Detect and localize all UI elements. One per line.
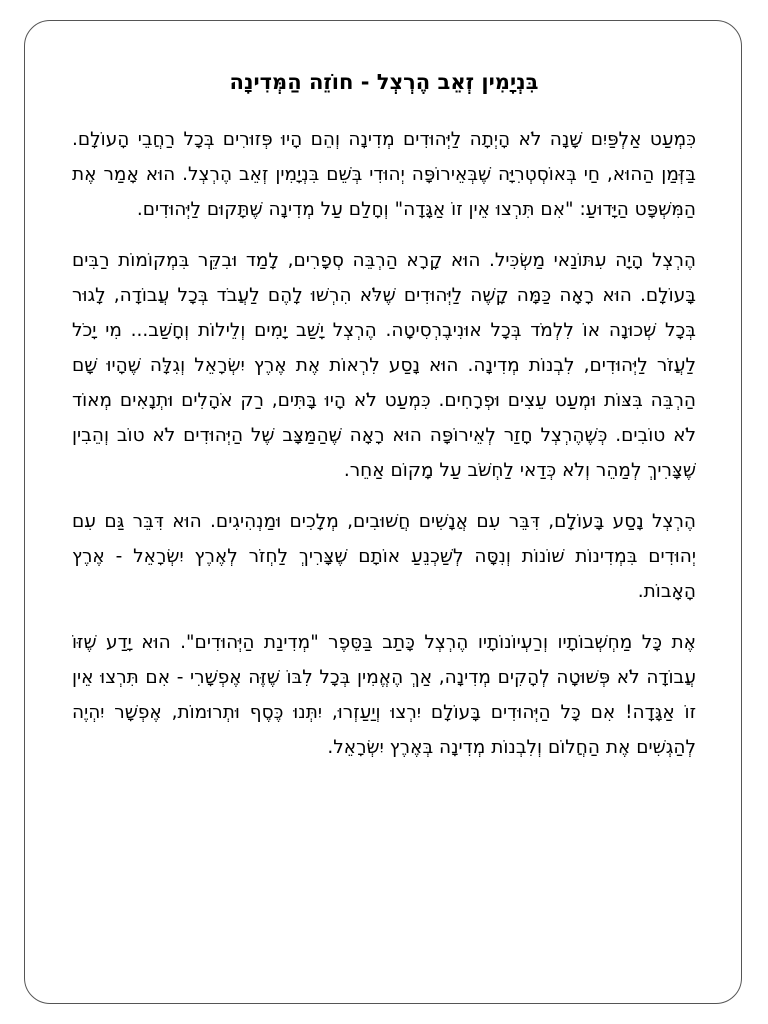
paragraph-4: אֶת כָּל מַחְשְׁבוֹתָיו וְרַעְיוֹנוֹתָיו הֶרְצְל כָּתַב בַּסֵּפֶר "מְדִינַת הַיְּהוּדִים". הוּא יָדַע שֶׁזּוֹ עֲבוֹדָה לֹא פְּשׁוּטָה לְהָקִים מְדִינָה, אַךְ הֶאֱמִין בְּכָל לִבּוֹ שֶׁזֶּה אֶפְשָׁרִי - אִם תִּרְצוּ אֵין זוֹ אַגָּדָה! אִם כָּל הַיְּהוּדִים בָּעוֹלָם יִרְצוּ וְיַעַזְרוּ, יִתְּנוּ כֶּסֶף וּתְרוּמוֹת, אֶפְשָׁר יִהְיֶה לְהַגְשִׁים אֶת הַחֲלוֹם וְלִבְנוֹת מְדִינָה בְּאֶרֶץ יִשְׂרָאֵל. [72,632,696,758]
document-title: בִּנְיָמִין זְאֵב הֶרְצְל - חוֹזֵה הַמְּדִינָה [229,70,539,94]
paragraph-3: הֶרְצְל נָסַע בָּעוֹלָם, דִּבֵּר עִם אֲנָשִׁים חֲשׁוּבִים, מְלָכִים וּמַנְהִיגִים. הוּא דִּבֵּר גַּם עִם יְהוּדִים בִּמְדִינוֹת שׁוֹנוֹת וְנִסָּה לְשַׁכְנֵעַ אוֹתָם שֶׁצָּרִיךְ לַחְזֹר לְאֶרֶץ יִשְׂרָאֵל - אֶרֶץ הָאָבוֹת. [72,511,696,602]
document-body [72,66,696,781]
paragraph-2: הֶרְצְל הָיָה עִתּוֹנַאי מַשְׂכִּיל. הוּא קָרָא הַרְבֵּה סְפָרִים, לָמַד וּבִקֵּר בִּמְקוֹמוֹת רַבִּים בָּעוֹלָם. הוּא רָאָה כַּמָּה קָשֶׁה לַיְּהוּדִים שֶׁלֹּא הִרְשׁוּ לָהֶם לַעֲבֹד בְּכָל עֲבוֹדָה, לָגוּר בְּכָל שְׁכוּנָה אוֹ לִלְמֹד בְּכָל אוּנִיבֶרְסִיטָה. הֶרְצְל יָשַׁב יָמִים וְלֵילוֹת וְחָשַׁב... מִי יָכֹל לַעֲזֹר לַיְּהוּדִים, לִבְנוֹת מְדִינָה. הוּא נָסַע לִרְאוֹת אֶת אֶרֶץ יִשְׂרָאֵל וְגִלָּה שֶׁהָיוּ שָׁם הַרְבֵּה בִּצּוֹת וּמְעַט עֵצִים וּפְרָחִים. כִּמְעַט לֹא הָיוּ בָּתִּים, רַק אֹהָלִים וּתְנָאִים מְאוֹד לֹא טוֹבִים. כְּשֶׁהֶרְצְל חָזַר לְאֵירוֹפָּה הוּא רָאָה שֶׁהַמַּצָּב שֶׁל הַיְּהוּדִים לֹא טוֹב וְהֵבִין שֶׁצָּרִיךְ לְמַהֵר וְלֹא כְּדַאי לַחְשֹׁב עַל מָקוֹם אַחֵר. [72,250,696,481]
paragraph-1: כִּמְעַט אַלְפַּיִם שָׁנָה לֹא הָיְתָה לַיְּהוּדִים מְדִינָה וְהֵם הָיוּ פְּזוּרִים בְּכָל רַחֲבֵי הָעוֹלָם. בַּזְּמַן הַהוּא, חַי בְּאוֹסְטְרִיָּה שֶׁבְּאֵירוֹפָּה יְהוּדִי בְּשֵׁם בִּנְיָמִין זְאֵב הֶרְצְל. הוּא אָמַר אֶת הַמִּשְׁפָּט הַיָּדוּעַ: "אִם תִּרְצוּ אֵין זוֹ אַגָּדָה" וְחָלַם עַל מְדִינָה שֶׁתָּקוּם לַיְּהוּדִים. [72,129,696,220]
